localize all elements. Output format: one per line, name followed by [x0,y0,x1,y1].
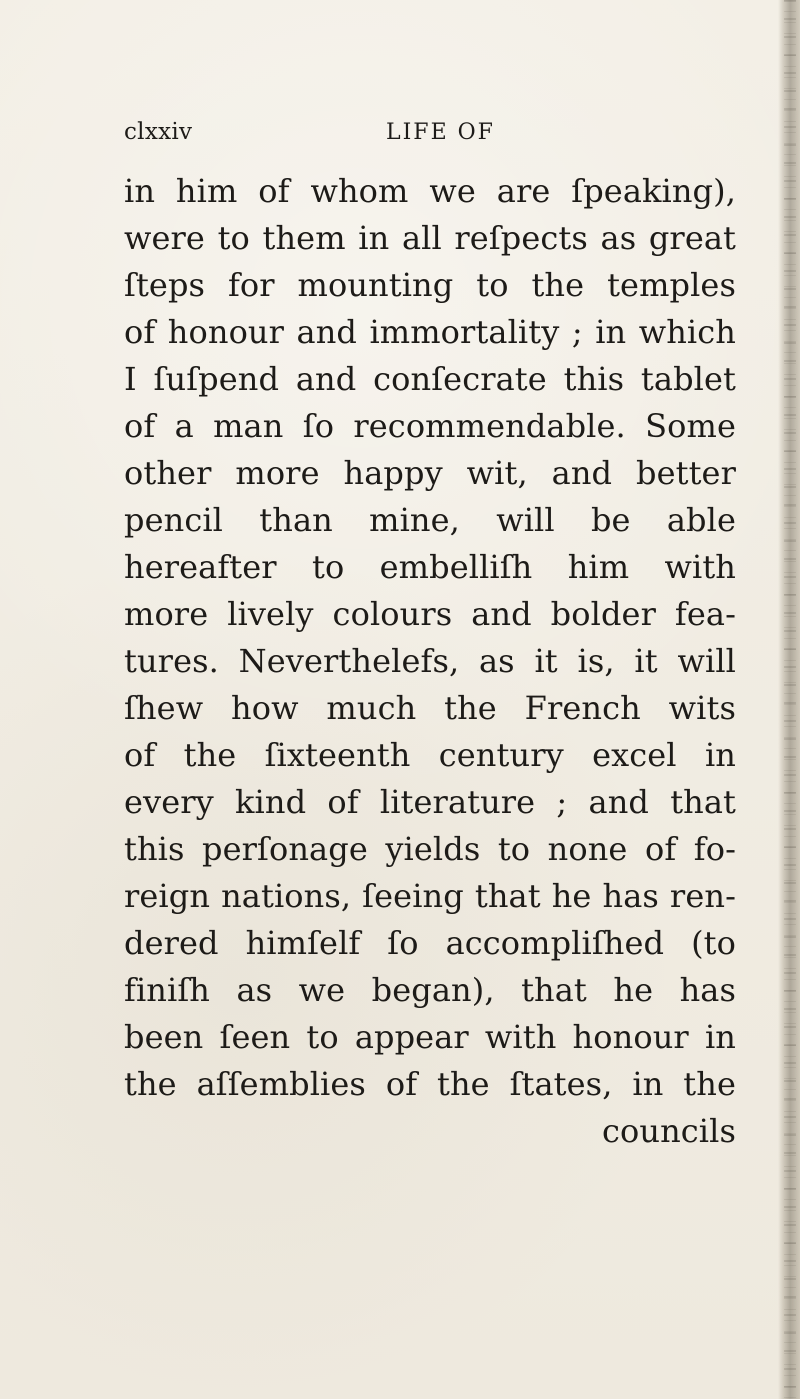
text-line: pencil than mine, will be able [124,501,736,539]
page-edge-speckle [784,0,796,1399]
page-header [124,118,736,150]
running-title: LIFE OF [386,120,495,145]
text-line: dered himſelf ſo accompliſhed (to [124,924,736,962]
text-line: tures. Neverthelefs, as it is, it will [124,642,736,680]
body-text [124,168,736,1155]
page-number: clxxiv [124,119,193,145]
text-line: in him of whom we are ſpeaking), [124,172,736,210]
text-line: finiſh as we began), that he has [124,971,736,1009]
text-line: ſteps for mounting to the temples [124,266,736,304]
catchword: councils [601,1112,736,1150]
text-line: were to them in all reſpects as great [124,219,736,257]
text-line: of honour and immortality ; in which [124,313,736,351]
text-line: hereafter to embelliſh him with [124,548,736,586]
text-line: I ſuſpend and conſecrate this tablet [124,360,736,398]
text-line: of the ſixteenth century excel in [124,736,736,774]
text-line: reign nations, ſeeing that he has ren- [124,877,736,915]
text-line: been ſeen to appear with honour in [124,1018,736,1056]
text-line: the aſſemblies of the ſtates, in the [124,1065,736,1103]
text-line: this perſonage yields to none of fo- [124,830,736,868]
text-line: other more happy wit, and better [124,454,736,492]
text-line: ſhew how much the French wits [124,689,736,727]
text-line: every kind of literature ; and that [124,783,736,821]
text-line: more lively colours and bolder fea- [124,595,736,633]
text-line: of a man ſo recommendable. Some [124,407,736,445]
